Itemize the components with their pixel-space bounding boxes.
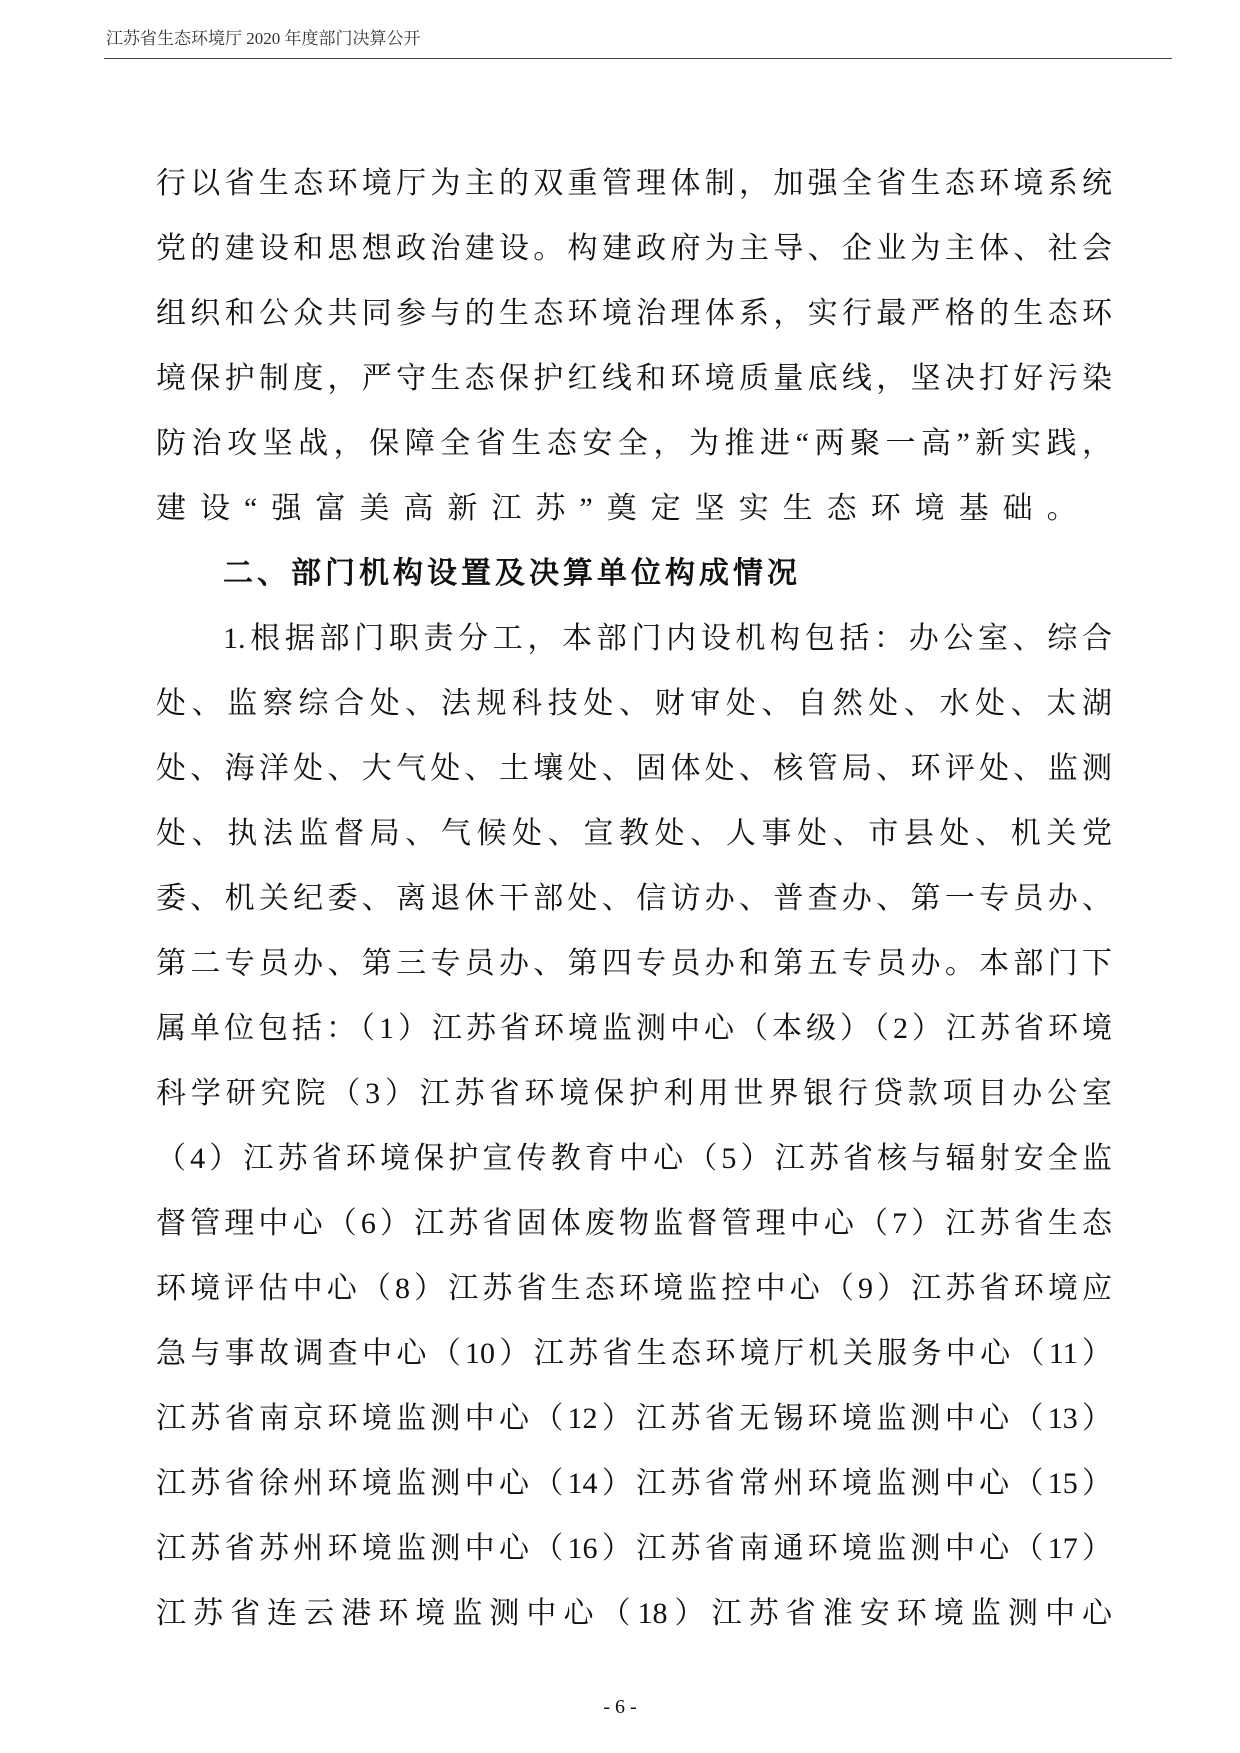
paragraph-line: 第二专员办、第三专员办、第四专员办和第五专员办。本部门下: [156, 947, 1112, 980]
paragraph-line: 境保护制度，严守生态保护红线和环境质量底线，坚决打好污染: [156, 362, 1112, 395]
paragraph-line: 委、机关纪委、离退休干部处、信访办、普查办、第一专员办、: [156, 882, 1112, 915]
paragraph-line: 处、执法监督局、气候处、宣教处、人事处、市县处、机关党: [156, 817, 1112, 850]
paragraph-line: 1.根据部门职责分工，本部门内设机构包括：办公室、综合: [223, 622, 1112, 655]
header-divider: [104, 58, 1172, 59]
paragraph-line: 属单位包括：（1）江苏省环境监测中心（本级）（2）江苏省环境: [156, 1012, 1112, 1045]
paragraph-line: 急与事故调查中心（10）江苏省生态环境厅机关服务中心（11）: [156, 1337, 1112, 1370]
paragraph-line: 党的建设和思想政治建设。构建政府为主导、企业为主体、社会: [156, 232, 1112, 265]
paragraph-line: （4）江苏省环境保护宣传教育中心（5）江苏省核与辐射安全监: [156, 1142, 1112, 1175]
paragraph-line: 建设“强富美高新江苏”奠定坚实生态环境基础。: [156, 492, 1091, 525]
paragraph-line: 处、监察综合处、法规科技处、财审处、自然处、水处、太湖: [156, 687, 1112, 720]
paragraph-line: 防治攻坚战，保障全省生态安全，为推进“两聚一高”新实践，: [156, 427, 1112, 460]
page-number: - 6 -: [603, 1696, 637, 1718]
paragraph-line: 组织和公众共同参与的生态环境治理体系，实行最严格的生态环: [156, 297, 1112, 330]
paragraph-line: 督管理中心（6）江苏省固体废物监督管理中心（7）江苏省生态: [156, 1207, 1112, 1240]
paragraph-line: 江苏省南京环境监测中心（12）江苏省无锡环境监测中心（13）: [156, 1402, 1112, 1435]
running-header: 江苏省生态环境厅 2020 年度部门决算公开: [106, 29, 421, 48]
paragraph-line: 江苏省苏州环境监测中心（16）江苏省南通环境监测中心（17）: [156, 1532, 1112, 1565]
paragraph-line: 江苏省徐州环境监测中心（14）江苏省常州环境监测中心（15）: [156, 1467, 1112, 1500]
paragraph-line: 行以省生态环境厅为主的双重管理体制，加强全省生态环境系统: [156, 167, 1112, 200]
paragraph-line: 江苏省连云港环境监测中心（18）江苏省淮安环境监测中心: [156, 1597, 1112, 1630]
paragraph-line: 科学研究院（3）江苏省环境保护利用世界银行贷款项目办公室: [156, 1077, 1112, 1110]
paragraph-line: 处、海洋处、大气处、土壤处、固体处、核管局、环评处、监测: [156, 752, 1112, 785]
section-heading: 二、部门机构设置及决算单位构成情况: [223, 557, 801, 590]
paragraph-line: 环境评估中心（8）江苏省生态环境监控中心（9）江苏省环境应: [156, 1272, 1112, 1305]
